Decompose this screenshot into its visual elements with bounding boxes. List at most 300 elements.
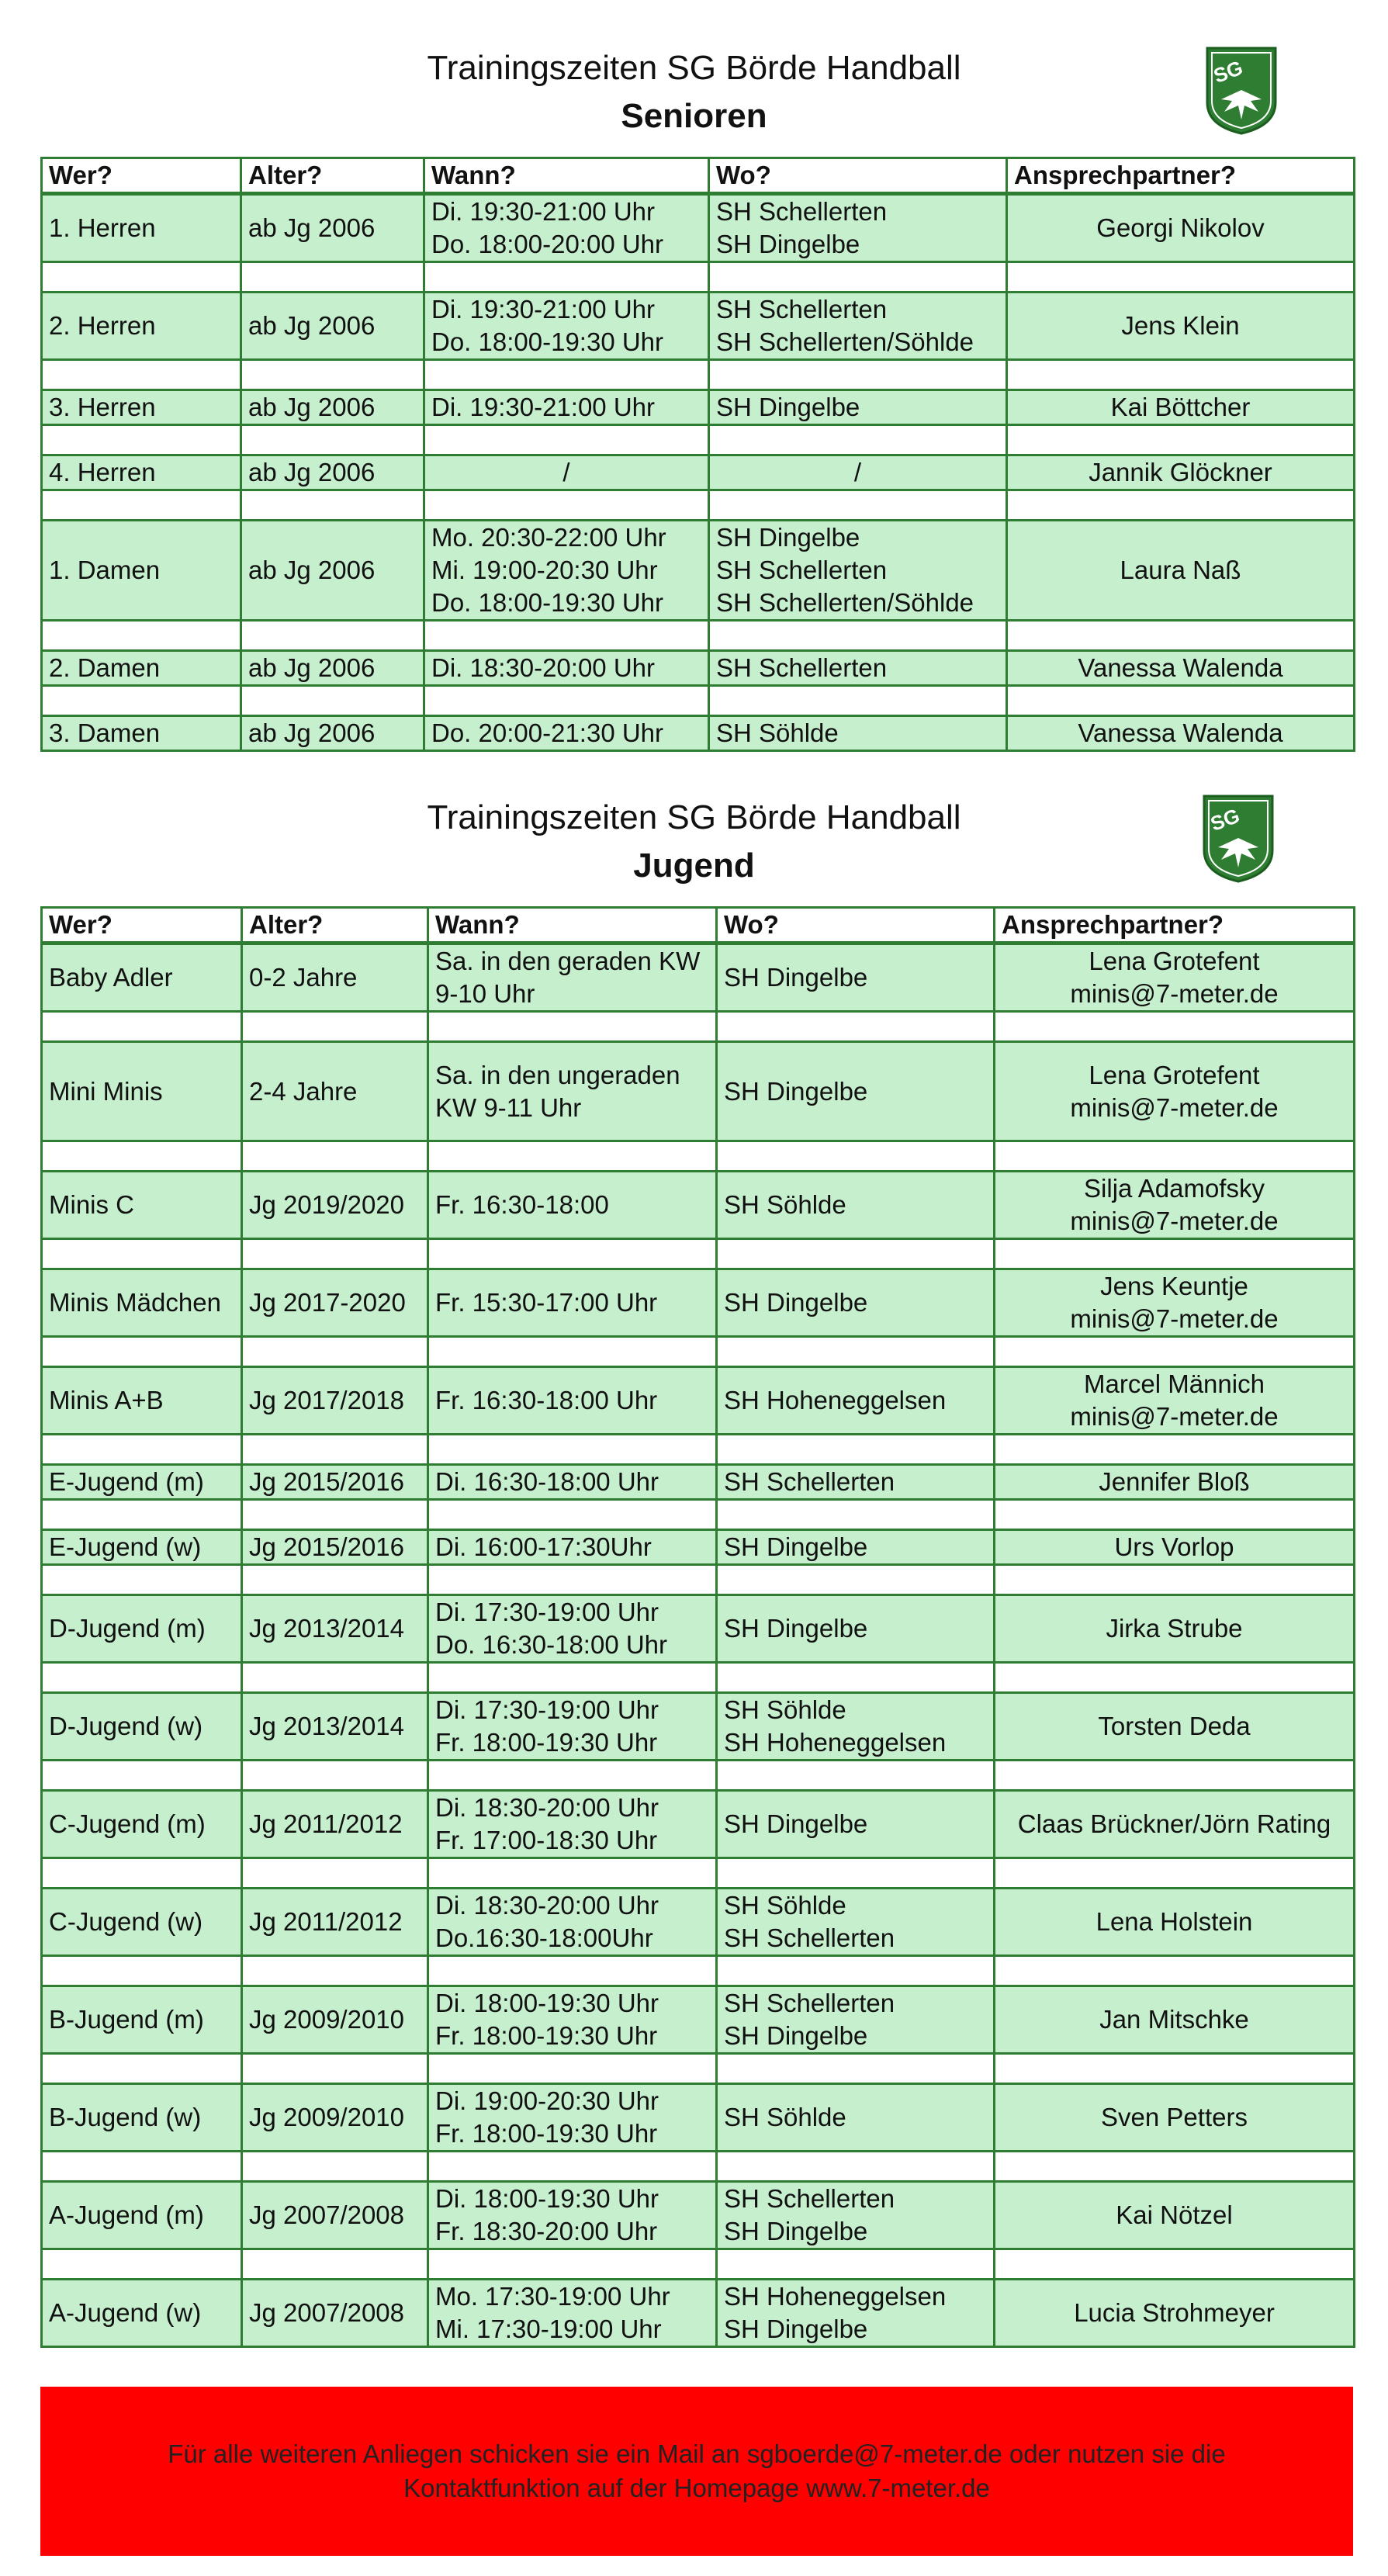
- cell-ansprechpartner: [995, 2084, 1355, 2152]
- spacer-cell: [428, 1500, 717, 1530]
- cell-wer: Minis Mädchen: [42, 1269, 242, 1337]
- cell-wo-line: SH Schellerten: [724, 1923, 895, 1952]
- cell-wo-line: SH Dingelbe: [724, 963, 868, 992]
- cell-wann-line: Do. 20:00-21:30 Uhr: [431, 718, 664, 747]
- cell-wer: E-Jugend (w): [42, 1530, 242, 1565]
- cell-wo-line: SH Söhlde: [716, 718, 839, 747]
- cell-wann-line: Di. 16:30-18:00 Uhr: [435, 1467, 659, 1496]
- spacer-cell: [428, 1239, 717, 1269]
- cell-ansprechpartner-line: minis@7-meter.de: [1070, 979, 1279, 1008]
- header-ansprechpartner: Ansprechpartner?: [995, 908, 1355, 943]
- spacer-cell: [241, 262, 424, 293]
- cell-alter: Jg 2015/2016: [242, 1530, 428, 1565]
- spacer-row: [42, 490, 1355, 521]
- cell-wann-line: Do. 18:00-19:30 Uhr: [431, 588, 664, 617]
- cell-ansprechpartner: [1007, 651, 1355, 686]
- spacer-cell: [709, 621, 1007, 651]
- spacer-cell: [717, 1337, 995, 1367]
- cell-wo-line: SH Schellerten: [716, 295, 888, 324]
- spacer-cell: [709, 425, 1007, 455]
- cell-wann-line: Fr. 15:30-17:00 Uhr: [435, 1288, 658, 1317]
- spacer-cell: [428, 1858, 717, 1889]
- cell-ansprechpartner: [1007, 716, 1355, 751]
- spacer-row: [42, 360, 1355, 390]
- table-row: [42, 1269, 1355, 1337]
- cell-wann-line: Di. 19:30-21:00 Uhr: [431, 197, 655, 226]
- cell-wo-line: SH Söhlde: [724, 1891, 846, 1920]
- spacer-cell: [995, 1761, 1355, 1791]
- cell-wo-line: SH Söhlde: [724, 1190, 846, 1219]
- cell-wo: [717, 2280, 995, 2347]
- spacer-cell: [995, 1500, 1355, 1530]
- spacer-cell: [428, 2152, 717, 2182]
- cell-wo: [717, 2084, 995, 2152]
- cell-wann: [428, 1693, 717, 1761]
- spacer-cell: [42, 686, 241, 716]
- spacer-cell: [42, 262, 241, 293]
- cell-wann: [428, 1465, 717, 1500]
- spacer-row: [42, 1663, 1355, 1693]
- svg-text:SG: SG: [1207, 803, 1243, 836]
- cell-ansprechpartner: [995, 1595, 1355, 1663]
- cell-wann-line: Fr. 18:30-20:00 Uhr: [435, 2217, 658, 2245]
- spacer-cell: [42, 360, 241, 390]
- cell-alter: ab Jg 2006: [241, 716, 424, 751]
- cell-wann-line: Di. 19:30-21:00 Uhr: [431, 295, 655, 324]
- cell-wer: D-Jugend (w): [42, 1693, 242, 1761]
- spacer-cell: [717, 2054, 995, 2084]
- spacer-cell: [242, 1141, 428, 1172]
- spacer-cell: [709, 686, 1007, 716]
- spacer-cell: [242, 1500, 428, 1530]
- cell-ansprechpartner-line: Jannik Glöckner: [1089, 458, 1272, 486]
- cell-wann-line: 9-10 Uhr: [435, 979, 535, 1008]
- cell-ansprechpartner-line: Kai Nötzel: [1116, 2200, 1233, 2229]
- table-row: [42, 2280, 1355, 2347]
- cell-wer: Minis C: [42, 1172, 242, 1239]
- cell-wann-line: Fr. 18:00-19:30 Uhr: [435, 2119, 658, 2148]
- spacer-cell: [42, 2249, 242, 2280]
- spacer-cell: [42, 2054, 242, 2084]
- cell-ansprechpartner: [995, 943, 1355, 1012]
- cell-ansprechpartner: [1007, 293, 1355, 360]
- cell-wann: [428, 1172, 717, 1239]
- spacer-cell: [428, 1761, 717, 1791]
- cell-wo-line: SH Dingelbe: [716, 393, 860, 421]
- spacer-cell: [717, 1012, 995, 1042]
- header-wo: Wo?: [709, 158, 1007, 194]
- cell-wer: 1. Herren: [42, 194, 241, 262]
- cell-wer: C-Jugend (m): [42, 1791, 242, 1858]
- spacer-cell: [717, 1761, 995, 1791]
- spacer-row: [42, 1141, 1355, 1172]
- spacer-cell: [717, 1663, 995, 1693]
- spacer-cell: [42, 425, 241, 455]
- cell-wer: B-Jugend (m): [42, 1986, 242, 2054]
- spacer-cell: [717, 1435, 995, 1465]
- spacer-cell: [717, 1500, 995, 1530]
- table-row: [42, 1791, 1355, 1858]
- cell-ansprechpartner: [995, 1172, 1355, 1239]
- cell-ansprechpartner: [995, 1986, 1355, 2054]
- spacer-row: [42, 1565, 1355, 1595]
- spacer-cell: [242, 1956, 428, 1986]
- spacer-cell: [424, 686, 709, 716]
- cell-wann-line: Fr. 17:00-18:30 Uhr: [435, 1826, 658, 1854]
- spacer-cell: [995, 1239, 1355, 1269]
- cell-wo-line: SH Schellerten: [716, 556, 888, 584]
- spacer-cell: [42, 1141, 242, 1172]
- cell-ansprechpartner: [1007, 194, 1355, 262]
- table-row: [42, 1693, 1355, 1761]
- cell-ansprechpartner-line: Vanessa Walenda: [1078, 653, 1283, 682]
- spacer-cell: [242, 1761, 428, 1791]
- spacer-cell: [242, 1663, 428, 1693]
- cell-wann: [424, 293, 709, 360]
- cell-wer: A-Jugend (m): [42, 2182, 242, 2249]
- cell-wann-line: Di. 19:30-21:00 Uhr: [431, 393, 655, 421]
- spacer-cell: [42, 490, 241, 521]
- spacer-cell: [424, 360, 709, 390]
- sg-boerde-logo-icon: [1201, 793, 1276, 883]
- cell-ansprechpartner-line: Vanessa Walenda: [1078, 718, 1283, 747]
- spacer-row: [42, 1858, 1355, 1889]
- cell-wer: E-Jugend (m): [42, 1465, 242, 1500]
- spacer-row: [42, 621, 1355, 651]
- cell-wo-line: SH Dingelbe: [724, 2021, 868, 2050]
- cell-ansprechpartner: [995, 1269, 1355, 1337]
- spacer-cell: [995, 2054, 1355, 2084]
- spacer-row: [42, 2249, 1355, 2280]
- spacer-cell: [424, 425, 709, 455]
- cell-wo-line: SH Dingelbe: [724, 2315, 868, 2343]
- spacer-cell: [709, 490, 1007, 521]
- cell-wann-line: Fr. 16:30-18:00: [435, 1190, 609, 1219]
- cell-wo: [709, 651, 1007, 686]
- cell-ansprechpartner: [995, 1465, 1355, 1500]
- cell-ansprechpartner: [995, 2182, 1355, 2249]
- jugend-header-row: [42, 908, 1355, 943]
- cell-ansprechpartner-line: Urs Vorlop: [1114, 1532, 1234, 1561]
- spacer-row: [42, 686, 1355, 716]
- table-row: [42, 194, 1355, 262]
- jugend-subtitle: Jugend: [633, 847, 755, 885]
- spacer-cell: [717, 1956, 995, 1986]
- cell-alter: ab Jg 2006: [241, 390, 424, 425]
- spacer-cell: [995, 1663, 1355, 1693]
- cell-wann-line: Di. 18:30-20:00 Uhr: [435, 1891, 659, 1920]
- spacer-cell: [428, 1956, 717, 1986]
- cell-wann-line: Di. 16:00-17:30Uhr: [435, 1532, 652, 1561]
- cell-wann: [428, 1986, 717, 2054]
- cell-wo: [709, 194, 1007, 262]
- cell-wer: 2. Herren: [42, 293, 241, 360]
- senioren-title: Trainingszeiten SG Börde Handball: [427, 49, 961, 87]
- spacer-cell: [1007, 686, 1355, 716]
- cell-ansprechpartner-line: minis@7-meter.de: [1070, 1402, 1279, 1431]
- cell-wann-line: Do. 18:00-20:00 Uhr: [431, 230, 664, 258]
- cell-ansprechpartner-line: Silja Adamofsky: [1084, 1174, 1265, 1203]
- spacer-row: [42, 425, 1355, 455]
- cell-wann-line: /: [562, 458, 570, 486]
- spacer-row: [42, 262, 1355, 293]
- cell-wo-line: SH Schellerten: [716, 197, 888, 226]
- cell-wann-line: Sa. in den ungeraden: [435, 1060, 680, 1089]
- cell-ansprechpartner-line: Jens Keuntje: [1100, 1272, 1248, 1300]
- cell-wo-line: SH Schellerten: [716, 653, 888, 682]
- cell-wer: 3. Damen: [42, 716, 241, 751]
- cell-ansprechpartner-line: Claas Brückner/Jörn Rating: [1017, 1809, 1331, 1838]
- cell-wann: [424, 521, 709, 621]
- cell-wann-line: Mi. 17:30-19:00 Uhr: [435, 2315, 662, 2343]
- cell-ansprechpartner-line: Jan Mitschke: [1099, 2005, 1249, 2034]
- cell-wann-line: Di. 17:30-19:00 Uhr: [435, 1695, 659, 1724]
- cell-wer: 4. Herren: [42, 455, 241, 490]
- cell-wo-line: SH Schellerten/Söhlde: [716, 588, 974, 617]
- cell-wann-line: Do. 18:00-19:30 Uhr: [431, 327, 664, 356]
- spacer-cell: [428, 1663, 717, 1693]
- spacer-cell: [428, 2249, 717, 2280]
- cell-wo: [717, 1465, 995, 1500]
- cell-alter: Jg 2019/2020: [242, 1172, 428, 1239]
- cell-ansprechpartner-line: Lena Holstein: [1096, 1907, 1253, 1936]
- spacer-cell: [42, 1500, 242, 1530]
- cell-ansprechpartner-line: Lucia Strohmeyer: [1074, 2298, 1275, 2327]
- cell-wann-line: Fr. 18:00-19:30 Uhr: [435, 2021, 658, 2050]
- cell-wo: [717, 1693, 995, 1761]
- cell-wo-line: SH Söhlde: [724, 2103, 846, 2131]
- footer-line-1: Für alle weiteren Anliegen schicken sie ein Mail an sgboerde@7-meter.de oder nutzen sie die: [168, 2439, 1226, 2468]
- cell-wann: [428, 2280, 717, 2347]
- cell-wo: [717, 1986, 995, 2054]
- cell-wann-line: Fr. 18:00-19:30 Uhr: [435, 1728, 658, 1757]
- cell-wann: [428, 1367, 717, 1435]
- header-wann: Wann?: [428, 908, 717, 943]
- cell-wo: [717, 1367, 995, 1435]
- cell-ansprechpartner: [995, 1530, 1355, 1565]
- spacer-row: [42, 1956, 1355, 1986]
- spacer-row: [42, 1435, 1355, 1465]
- cell-wo-line: SH Hoheneggelsen: [724, 1728, 947, 1757]
- cell-ansprechpartner: [995, 1889, 1355, 1956]
- table-row: [42, 521, 1355, 621]
- jugend-title: Trainingszeiten SG Börde Handball: [427, 798, 961, 836]
- cell-wann: [424, 455, 709, 490]
- cell-wer: 1. Damen: [42, 521, 241, 621]
- table-row: [42, 2182, 1355, 2249]
- cell-wo: [709, 716, 1007, 751]
- cell-ansprechpartner-line: minis@7-meter.de: [1070, 1207, 1279, 1235]
- cell-wann-line: KW 9-11 Uhr: [435, 1092, 582, 1122]
- spacer-row: [42, 1012, 1355, 1042]
- spacer-cell: [428, 1337, 717, 1367]
- cell-ansprechpartner: [1007, 521, 1355, 621]
- spacer-cell: [242, 1012, 428, 1042]
- spacer-cell: [42, 1858, 242, 1889]
- cell-alter: ab Jg 2006: [241, 194, 424, 262]
- cell-wann: [424, 390, 709, 425]
- cell-wo: [717, 2182, 995, 2249]
- cell-alter: ab Jg 2006: [241, 651, 424, 686]
- cell-wo: [717, 1269, 995, 1337]
- spacer-cell: [242, 1435, 428, 1465]
- cell-wann: [424, 716, 709, 751]
- spacer-cell: [428, 1435, 717, 1465]
- spacer-cell: [428, 2054, 717, 2084]
- cell-wann-line: Di. 17:30-19:00 Uhr: [435, 1598, 659, 1626]
- cell-wo-line: /: [853, 458, 862, 486]
- cell-ansprechpartner-line: minis@7-meter.de: [1070, 1092, 1279, 1122]
- cell-wann-line: Fr. 16:30-18:00 Uhr: [435, 1386, 658, 1414]
- senioren-subtitle: Senioren: [621, 97, 767, 135]
- spacer-cell: [428, 1141, 717, 1172]
- cell-wann-line: Do.16:30-18:00Uhr: [435, 1923, 653, 1952]
- cell-ansprechpartner-line: Lena Grotefent: [1089, 947, 1260, 975]
- spacer-cell: [42, 1012, 242, 1042]
- cell-wer: C-Jugend (w): [42, 1889, 242, 1956]
- cell-ansprechpartner-line: Jens Klein: [1121, 311, 1240, 340]
- cell-wann-line: Mo. 17:30-19:00 Uhr: [435, 2282, 670, 2311]
- cell-wann: [428, 1791, 717, 1858]
- cell-wann-line: Do. 16:30-18:00 Uhr: [435, 1630, 668, 1659]
- spacer-cell: [42, 1239, 242, 1269]
- header-alter: Alter?: [242, 908, 428, 943]
- spacer-cell: [242, 1337, 428, 1367]
- cell-alter: Jg 2015/2016: [242, 1465, 428, 1500]
- cell-wo: [709, 390, 1007, 425]
- cell-ansprechpartner: [995, 1367, 1355, 1435]
- spacer-cell: [42, 2152, 242, 2182]
- spacer-cell: [717, 1141, 995, 1172]
- spacer-cell: [242, 2152, 428, 2182]
- spacer-cell: [42, 1337, 242, 1367]
- spacer-cell: [995, 1956, 1355, 1986]
- header-wer: Wer?: [42, 158, 241, 194]
- spacer-row: [42, 2152, 1355, 2182]
- spacer-row: [42, 1239, 1355, 1269]
- cell-wo: [717, 1530, 995, 1565]
- cell-alter: Jg 2017-2020: [242, 1269, 428, 1337]
- table-row: [42, 943, 1355, 1012]
- cell-ansprechpartner-line: Jennifer Bloß: [1099, 1467, 1250, 1496]
- spacer-cell: [424, 262, 709, 293]
- spacer-row: [42, 1761, 1355, 1791]
- cell-wo-line: SH Schellerten/Söhlde: [716, 327, 974, 356]
- cell-wer: Mini Minis: [42, 1042, 242, 1141]
- table-row: [42, 651, 1355, 686]
- cell-wer: A-Jugend (w): [42, 2280, 242, 2347]
- cell-wann-line: Di. 19:00-20:30 Uhr: [435, 2086, 659, 2115]
- cell-wo: [717, 1791, 995, 1858]
- sg-boerde-logo-icon: [1204, 45, 1279, 135]
- cell-ansprechpartner: [995, 1791, 1355, 1858]
- cell-wer: 3. Herren: [42, 390, 241, 425]
- cell-wo-line: SH Dingelbe: [724, 1288, 868, 1317]
- senioren-header-row: [42, 158, 1355, 194]
- cell-ansprechpartner-line: Sven Petters: [1101, 2103, 1248, 2131]
- table-row: [42, 1367, 1355, 1435]
- spacer-cell: [241, 360, 424, 390]
- cell-wo-line: SH Schellerten: [724, 1989, 895, 2017]
- cell-wo-line: SH Dingelbe: [724, 1076, 868, 1106]
- spacer-cell: [995, 1858, 1355, 1889]
- spacer-cell: [242, 1858, 428, 1889]
- cell-wann-line: Di. 18:00-19:30 Uhr: [435, 1989, 659, 2017]
- table-row: [42, 390, 1355, 425]
- spacer-cell: [995, 1141, 1355, 1172]
- cell-alter: ab Jg 2006: [241, 521, 424, 621]
- spacer-cell: [717, 2249, 995, 2280]
- cell-wann-line: Mi. 19:00-20:30 Uhr: [431, 556, 658, 584]
- spacer-cell: [242, 1565, 428, 1595]
- cell-ansprechpartner: [995, 1042, 1355, 1141]
- cell-wann: [428, 943, 717, 1012]
- cell-wo-line: SH Schellerten: [724, 2184, 895, 2213]
- cell-wann: [424, 194, 709, 262]
- spacer-cell: [241, 621, 424, 651]
- jugend-table: [40, 906, 1355, 2348]
- spacer-row: [42, 1500, 1355, 1530]
- cell-ansprechpartner-line: Lena Grotefent: [1089, 1060, 1260, 1089]
- table-row: [42, 1530, 1355, 1565]
- spacer-cell: [717, 1239, 995, 1269]
- cell-alter: 0-2 Jahre: [242, 943, 428, 1012]
- spacer-cell: [995, 2152, 1355, 2182]
- cell-wo-line: SH Hoheneggelsen: [724, 1386, 947, 1414]
- footer-line-2: Kontaktfunktion auf der Homepage www.7-meter.de: [403, 2474, 990, 2502]
- cell-wer: B-Jugend (w): [42, 2084, 242, 2152]
- spacer-row: [42, 1337, 1355, 1367]
- spacer-cell: [1007, 425, 1355, 455]
- cell-ansprechpartner-line: Kai Böttcher: [1110, 393, 1251, 421]
- cell-wer: Baby Adler: [42, 943, 242, 1012]
- spacer-cell: [242, 1239, 428, 1269]
- cell-wo-line: SH Dingelbe: [724, 2217, 868, 2245]
- cell-wo: [709, 293, 1007, 360]
- header-alter: Alter?: [241, 158, 424, 194]
- table-row: [42, 2084, 1355, 2152]
- spacer-cell: [995, 1435, 1355, 1465]
- spacer-cell: [241, 686, 424, 716]
- cell-ansprechpartner-line: Torsten Deda: [1098, 1712, 1251, 1740]
- cell-wo-line: SH Dingelbe: [724, 1809, 868, 1838]
- cell-ansprechpartner: [995, 1693, 1355, 1761]
- svg-text:SG: SG: [1210, 55, 1246, 88]
- spacer-cell: [241, 425, 424, 455]
- cell-wo: [717, 1595, 995, 1663]
- spacer-cell: [42, 1761, 242, 1791]
- spacer-cell: [995, 1337, 1355, 1367]
- spacer-cell: [1007, 490, 1355, 521]
- header-ansprechpartner: Ansprechpartner?: [1007, 158, 1355, 194]
- cell-alter: Jg 2011/2012: [242, 1791, 428, 1858]
- cell-wo-line: SH Söhlde: [724, 1695, 846, 1724]
- cell-wann-line: Di. 18:30-20:00 Uhr: [435, 1793, 659, 1822]
- contact-footer: [40, 2387, 1353, 2556]
- cell-alter: Jg 2007/2008: [242, 2280, 428, 2347]
- header-wer: Wer?: [42, 908, 242, 943]
- cell-alter: 2-4 Jahre: [242, 1042, 428, 1141]
- header-wo: Wo?: [717, 908, 995, 943]
- spacer-cell: [42, 621, 241, 651]
- table-row: [42, 293, 1355, 360]
- table-row: [42, 455, 1355, 490]
- spacer-cell: [1007, 360, 1355, 390]
- cell-wo-line: SH Dingelbe: [724, 1532, 868, 1561]
- header-wann: Wann?: [424, 158, 709, 194]
- cell-wann: [428, 2084, 717, 2152]
- cell-wann-line: Di. 18:00-19:30 Uhr: [435, 2184, 659, 2213]
